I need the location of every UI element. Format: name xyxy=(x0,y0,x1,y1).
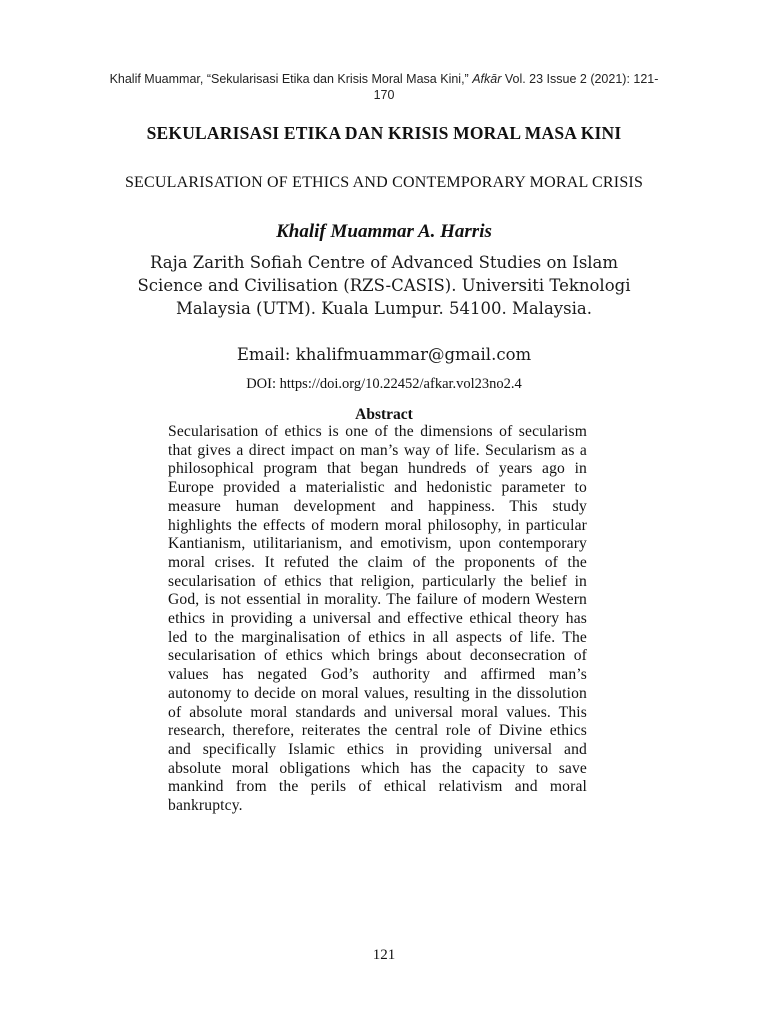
citation-prefix: Khalif Muammar, “Sekularisasi Etika dan Krisis Moral Masa Kini,” xyxy=(109,72,473,86)
author-email: Email: khalifmuammar@gmail.com xyxy=(236,345,532,364)
doi-link[interactable]: DOI: https://doi.org/10.22452/afkar.vol23no2.4 xyxy=(246,376,522,392)
author-name: Khalif Muammar A. Harris xyxy=(276,221,492,242)
citation-header xyxy=(100,71,668,103)
author-affiliation: Raja Zarith Sofiah Centre of Advanced Studies on Islam Science and Civilisation (RZS-CASIS). Universiti Teknologi Malaysia (UTM). Kuala Lumpur. 54100. Malaysia. xyxy=(137,253,631,318)
title-english: SECULARISATION OF ETHICS AND CONTEMPORARY MORAL CRISIS xyxy=(124,174,644,191)
citation-suffix: Vol. 23 Issue 2 (2021): 121-170 xyxy=(373,72,659,102)
journal-name: Afkār xyxy=(472,72,502,86)
page-number: 121 xyxy=(372,947,396,963)
title-malay: SEKULARISASI ETIKA DAN KRISIS MORAL MASA KINI xyxy=(146,123,622,143)
abstract-heading: Abstract xyxy=(355,406,413,423)
abstract-body: Secularisation of ethics is one of the dimensions of secularism that gives a direct impact on man’s way of life. Secularism as a philosophical program that began hundreds of years ago in Europe provided a materialistic and hedonistic parameter to measure human development and happiness. This study highlights the effects of modern moral philosophy, in particular Kantianism, utilitarianism, and emotivism, upon contemporary moral crises. It refuted the claim of the proponents of the secularisation of ethics that religion, particularly the belief in God, is not essential in morality. The failure of modern Western ethics in providing a universal and effective ethical theory has led to the marginalisation of ethics in all aspects of life. The secularisation of ethics which brings about deconsecration of values has negated God’s authority and affirmed man’s autonomy to decide on moral values, resulting in the dissolution of absolute moral standards and universal moral values. This research, therefore, reiterates the central role of Divine ethics and specifically Islamic ethics in providing universal and absolute moral obligations which has the capacity to save mankind from the perils of ethical relativism and moral bankruptcy. xyxy=(168,423,587,815)
